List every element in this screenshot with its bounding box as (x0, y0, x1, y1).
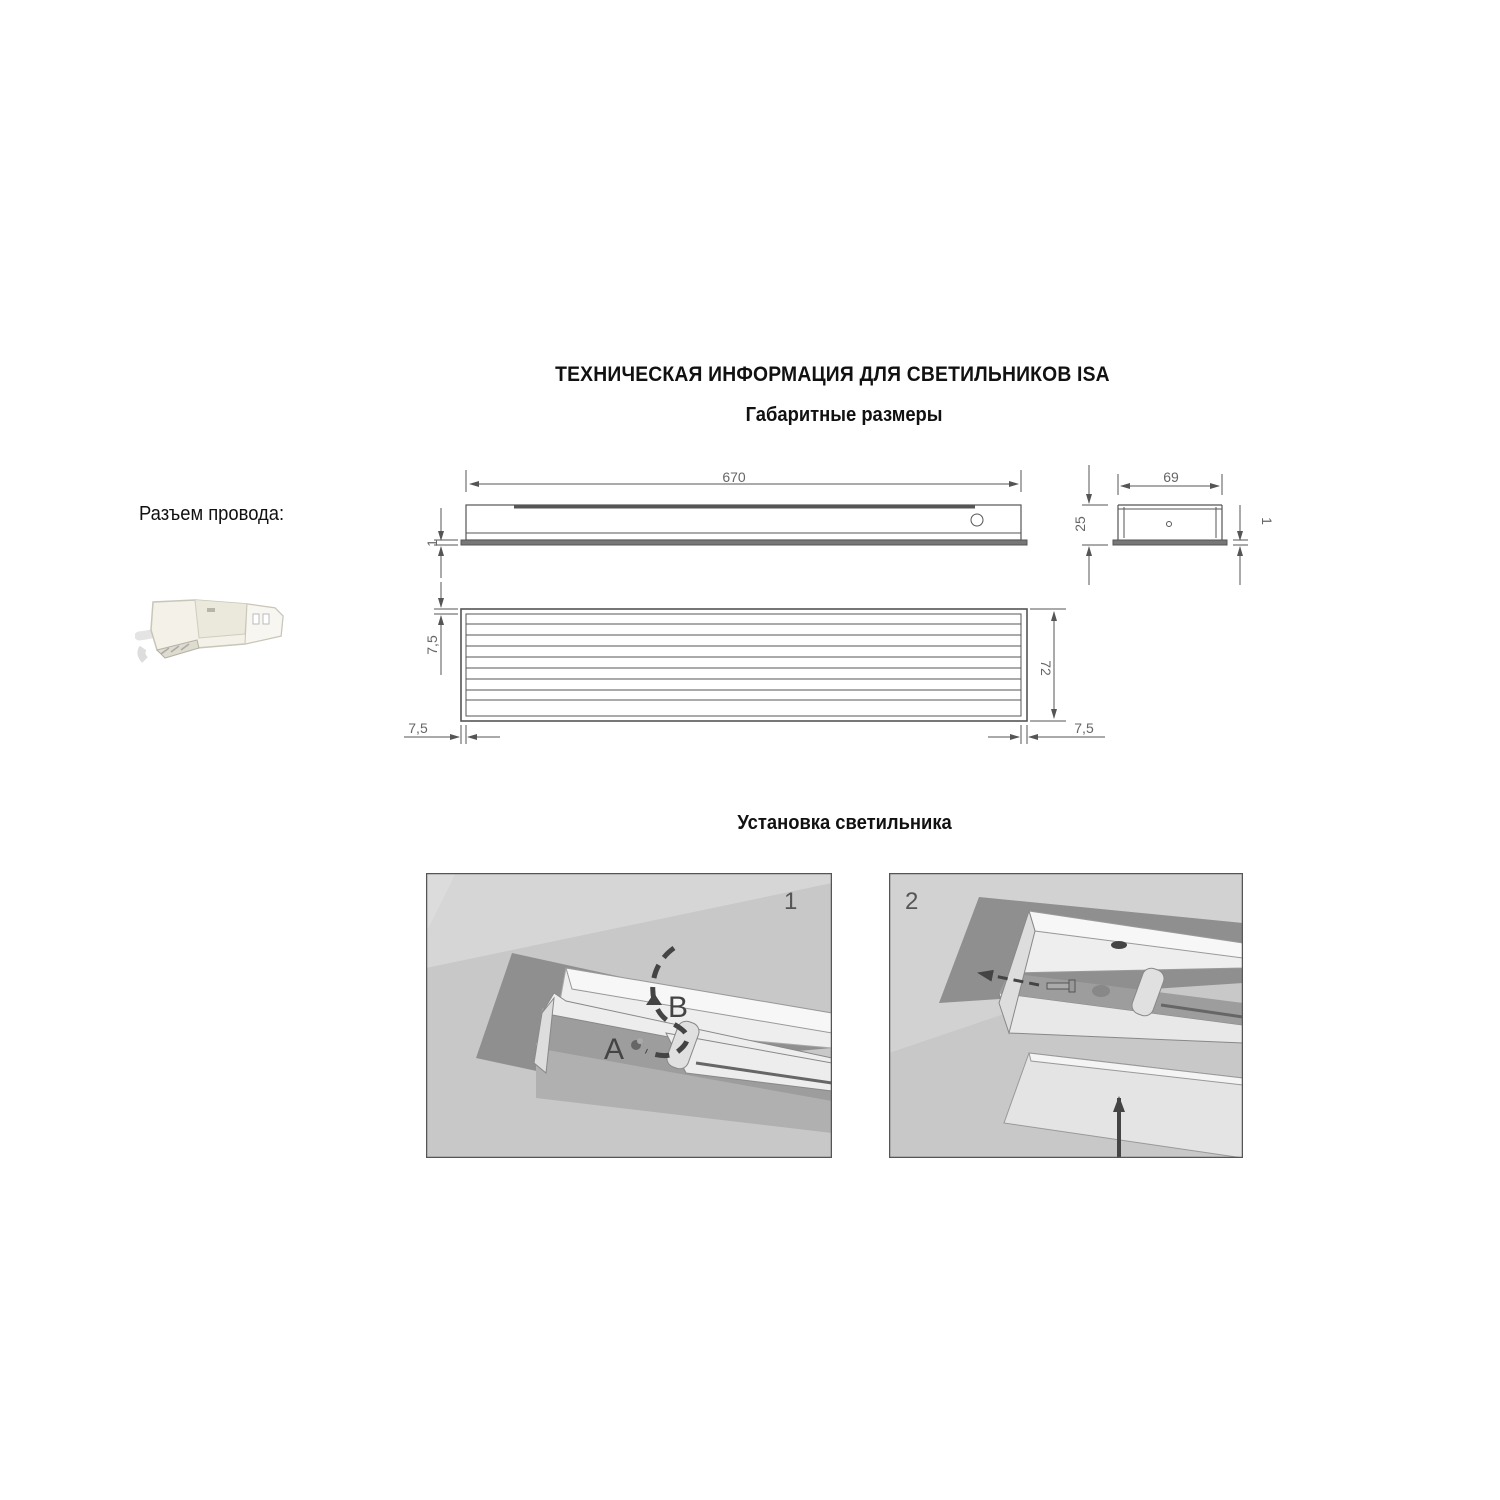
install-step-2-panel (889, 873, 1243, 1158)
installation-heading: Установка светильника (737, 812, 953, 834)
dim-margin-left: 7,5 (408, 720, 428, 736)
dim-inner-width: 72 (1038, 660, 1054, 676)
dim-flange-right: 1 (1259, 517, 1275, 525)
dim-margin-right: 7,5 (1074, 720, 1094, 736)
dim-flange-left: 1 (424, 539, 440, 547)
step2-number: 2 (905, 888, 919, 915)
cross-section-profile (1113, 505, 1227, 545)
step1-label-b: B (668, 991, 689, 1024)
dim-height: 25 (1072, 516, 1088, 532)
install-step-1-panel (426, 873, 832, 1158)
step1-label-a: A (604, 1033, 625, 1066)
dim-inset: 7,5 (424, 635, 440, 655)
step1-number: 1 (784, 888, 798, 915)
dim-section-width: 69 (1163, 469, 1179, 485)
dim-length: 670 (722, 469, 746, 485)
page-title: ТЕХНИЧЕСКАЯ ИНФОРМАЦИЯ ДЛЯ СВЕТИЛЬНИКОВ ISA (554, 363, 1110, 386)
connector-label: Разъем провода: (139, 503, 285, 525)
side-view-profile (461, 505, 1027, 545)
dimensions-heading: Габаритные размеры (745, 404, 943, 426)
top-view-grille (461, 609, 1027, 721)
